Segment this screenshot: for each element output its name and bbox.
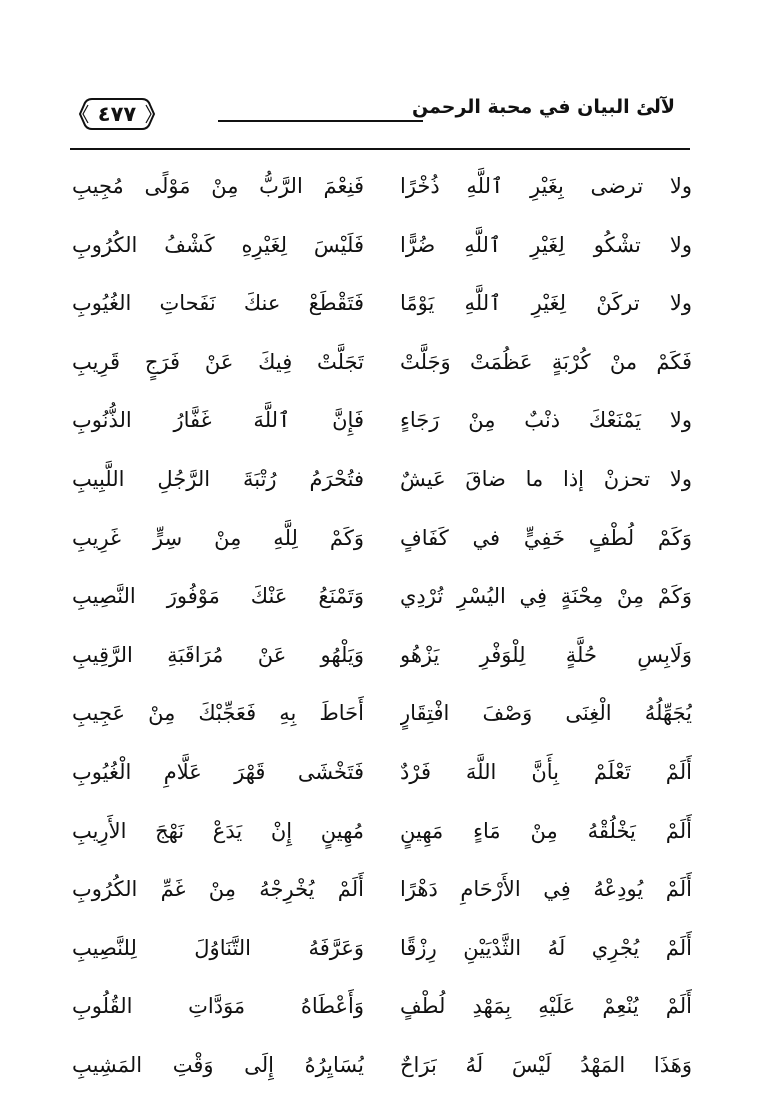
- verse: [72, 568, 692, 627]
- page-number: ٤٧٧: [97, 102, 137, 126]
- verse-second-hemistich: وَأَعْطَاهُ مَوَدَّاتِ القُلُوبِ: [72, 994, 364, 1019]
- verse-first-hemistich: ولا تركَنْ لِغَيْرِ ٱللَّهِ يَوْمًا: [400, 291, 692, 316]
- verse-first-hemistich: أَلَمْ يُودِعْهُ فِي الأَرْحَامِ دَهْرًا: [400, 877, 692, 902]
- verse-second-hemistich: مُهِينٍ إِنْ يَدَعْ نَهْجَ الأَرِيبِ: [72, 818, 364, 843]
- verse: [72, 627, 692, 686]
- verse-first-hemistich: وَكَمْ لُطْفٍ خَفِيٍّ في كَفَافٍ: [400, 525, 692, 550]
- verse-first-hemistich: ولا تحزنْ إذا ما ضاقَ عَيشٌ: [400, 466, 692, 491]
- poem: [72, 158, 692, 1098]
- verse-second-hemistich: تَجَلَّتْ فِيكَ عَنْ فَرَجٍ قَرِيبِ: [72, 349, 364, 374]
- header-rule: [70, 148, 690, 150]
- verse-first-hemistich: ولا ترضى بِغَيْرِ ٱللَّهِ ذُخْرًا: [400, 174, 692, 198]
- verse: [72, 685, 692, 744]
- verse: [72, 803, 692, 862]
- page-header: [0, 0, 757, 140]
- verse-first-hemistich: أَلَمْ تَعْلَمْ بِأَنَّ اللَّهَ فَرْدٌ: [400, 759, 692, 784]
- verse-first-hemistich: أَلَمْ يَخْلُقْهُ مِنْ مَاءٍ مَهِينٍ: [400, 818, 692, 843]
- verse: [72, 1037, 692, 1096]
- verse-second-hemistich: أَحَاطَ بِهِ فَعَجِّبْكَ مِنْ عَجِيبِ: [72, 701, 364, 726]
- verse-second-hemistich: وَكَمْ لِلَّهِ مِنْ سِرٍّ غَرِيبِ: [72, 525, 364, 550]
- verse-first-hemistich: أَلَمْ يُجْرِي لَهُ الثَّدْيَيْنِ رِزْقًا: [400, 935, 692, 960]
- verse: [72, 217, 692, 276]
- verse-second-hemistich: وَيَلْهُو عَنْ مُرَاقَبَةِ الرَّقِيبِ: [72, 642, 364, 667]
- book-title: لآلئ البيان في محبة الرحمن: [411, 96, 675, 118]
- verse: [72, 920, 692, 979]
- verse-first-hemistich: يُجَهِّلُهُ الْغِنَى وَصْفَ افْتِقَارٍ: [400, 701, 692, 726]
- verse-second-hemistich: فَلَيْسَ لِغَيْرِهِ كَشْفُ الكُرُوبِ: [72, 232, 364, 257]
- verse: [72, 744, 692, 803]
- verse-second-hemistich: يُسَايِرُهُ إِلَى وَقْتِ المَشِيبِ: [72, 1052, 364, 1077]
- verse-second-hemistich: أَلَمْ يُخْرِجْهُ مِنْ غَمِّ الكُرُوبِ: [72, 877, 364, 902]
- verse: [72, 334, 692, 393]
- verse-first-hemistich: ولا يَمْنَعْكَ ذنْبٌ مِنْ رَجَاءٍ: [400, 408, 692, 433]
- verse-second-hemistich: وَعَرَّفَهُ التَّنَاوُلَ لِلنَّصِيبِ: [72, 935, 364, 960]
- verse-second-hemistich: فَنِعْمَ الرَّبُّ مِنْ مَوْلًى مُجِيبِ: [72, 174, 364, 198]
- verse-first-hemistich: فَكَمْ منْ كُرْبَةٍ عَظُمَتْ وَجَلَّتْ: [400, 349, 692, 374]
- verse-first-hemistich: وَكَمْ مِنْ مِحْنَةٍ فِي اليُسْرِ تُرْدِي: [400, 584, 692, 609]
- verse: [72, 510, 692, 569]
- verse-second-hemistich: فَتَقْطَعْ عنكَ نَفَحاتِ الغُيُوبِ: [72, 291, 364, 316]
- verse-second-hemistich: فتُحْرَمُ رُتْبَةَ الرَّجُلِ اللَّبِيبِ: [72, 466, 364, 491]
- verse: [72, 158, 692, 217]
- verse-second-hemistich: فَتَخْشَى قَهْرَ عَلَّامِ الْغُيُوبِ: [72, 759, 364, 784]
- verse: [72, 861, 692, 920]
- verse: [72, 275, 692, 334]
- verse-first-hemistich: أَلَمْ يُنْعِمْ عَلَيْهِ بِمَهْدِ لُطْفٍ: [400, 994, 692, 1019]
- verse-second-hemistich: وَتَمْنَعُ عَنْكَ مَوْفُورَ النَّصِيبِ: [72, 584, 364, 609]
- page-number-badge: [78, 96, 156, 132]
- verse: [72, 451, 692, 510]
- title-rule: [218, 120, 423, 122]
- verse: [72, 392, 692, 451]
- verse-first-hemistich: وَهَذَا المَهْدُ لَيْسَ لَهُ بَرَاحٌ: [400, 1052, 692, 1077]
- verse-first-hemistich: ولا تشْكُو لِغَيْرِ ٱللَّهِ ضُرًّا: [400, 232, 692, 257]
- verse: [72, 978, 692, 1037]
- verse-second-hemistich: فَإِنَّ ٱللَّهَ غَفَّارُ الذُّنُوبِ: [72, 408, 364, 433]
- verse-first-hemistich: وَلَابِسِ حُلَّةٍ لِلْوَفْرِ يَزْهُو: [400, 642, 692, 667]
